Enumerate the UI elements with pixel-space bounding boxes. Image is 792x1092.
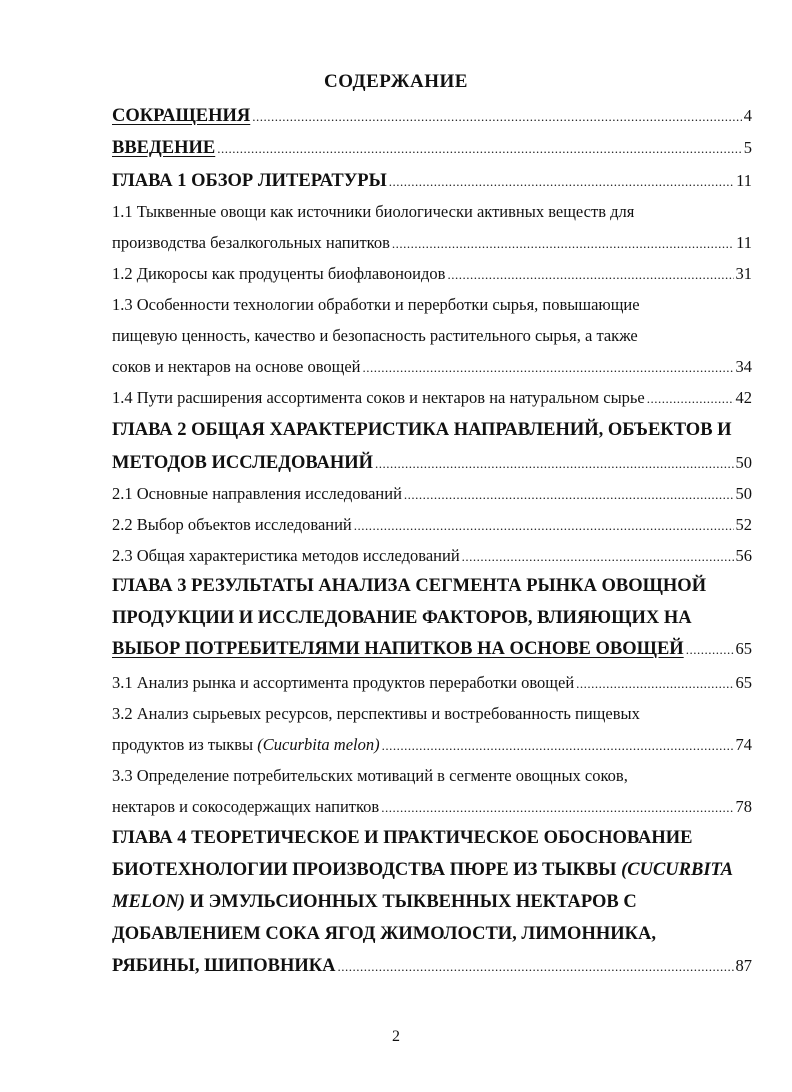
entry-page: 78 — [735, 797, 752, 816]
entry-title: 1.4 Пути расширения ассортимента соков и нектаров на натуральном сырье — [112, 388, 645, 407]
entry-page: 50 — [735, 453, 752, 472]
latin-name: (Cucurbita melon) — [257, 735, 380, 754]
entry-page: 87 — [735, 956, 752, 975]
dot-leader — [338, 955, 734, 979]
dot-leader — [381, 796, 733, 820]
entry-title: 3.1 Анализ рынка и ассортимента продуктов переработки овощей — [112, 673, 575, 692]
dot-leader — [217, 137, 742, 161]
toc-entry-chapter-3-line-2: ПРОДУКЦИИ И ИССЛЕДОВАНИЕ ФАКТОРОВ, ВЛИЯЮЩИХ НА — [112, 608, 692, 628]
entry-title: 2.3 Общая характеристика методов исследований — [112, 546, 460, 565]
entry-title: МЕТОДОВ ИССЛЕДОВАНИЙ — [112, 453, 374, 473]
dot-leader — [576, 672, 733, 696]
dot-leader — [686, 638, 734, 662]
entry-page: 65 — [735, 673, 752, 692]
toc-entry-chapter-3-line-1: ГЛАВА 3 РЕЗУЛЬТАТЫ АНАЛИЗА СЕГМЕНТА РЫНКА ОВОЩНОЙ — [112, 576, 707, 596]
toc-entry-introduction[interactable] — [112, 136, 752, 160]
toc-entry-3-1[interactable] — [112, 671, 752, 695]
toc-title: СОДЕРЖАНИЕ — [324, 71, 468, 92]
toc-entry-3-2[interactable] — [112, 733, 752, 757]
toc-entry-chapter-1[interactable] — [112, 169, 752, 193]
toc-entry-2-1[interactable] — [112, 482, 752, 506]
entry-page: 74 — [735, 735, 752, 754]
entry-title-part: продуктов из тыквы — [112, 735, 258, 754]
dot-leader — [447, 263, 733, 287]
dot-leader — [354, 514, 734, 538]
line-part: И ЭМУЛЬСИОННЫХ ТЫКВЕННЫХ НЕКТАРОВ С — [184, 892, 637, 912]
entry-page: 42 — [735, 388, 752, 407]
entry-title — [112, 733, 380, 757]
toc-entry-3-2-line-1: 3.2 Анализ сырьевых ресурсов, перспективы и востребованность пищевых — [112, 704, 640, 723]
toc-entry-2-2[interactable] — [112, 513, 752, 537]
entry-page: 11 — [736, 233, 752, 252]
toc-entry-chapter-4-line-1: ГЛАВА 4 ТЕОРЕТИЧЕСКОЕ И ПРАКТИЧЕСКОЕ ОБОСНОВАНИЕ — [112, 828, 693, 848]
toc-entry-1-3-line-1: 1.3 Особенности технологии обработки и перерботки сырья, повышающие — [112, 295, 640, 314]
entry-title: соков и нектаров на основе овощей — [112, 357, 361, 376]
toc-entry-chapter-4-line-3 — [112, 890, 752, 914]
latin-name: (CUCURBITA — [621, 860, 734, 880]
entry-title: нектаров и сокосодержащих напитков — [112, 797, 380, 816]
dot-leader — [389, 170, 734, 194]
dot-leader — [647, 387, 734, 411]
entry-title: 2.2 Выбор объектов исследований — [112, 515, 352, 534]
toc-entry-chapter-2-line-1: ГЛАВА 2 ОБЩАЯ ХАРАКТЕРИСТИКА НАПРАВЛЕНИЙ, ОБЪЕКТОВ И — [112, 420, 732, 440]
toc-entry-chapter-4-line-4: ДОБАВЛЕНИЕМ СОКА ЯГОД ЖИМОЛОСТИ, ЛИМОННИКА, — [112, 924, 657, 944]
entry-page: 50 — [735, 484, 752, 503]
latin-name: MELON) — [112, 892, 185, 912]
toc-entry-3-3[interactable] — [112, 795, 752, 819]
entry-page: 5 — [743, 138, 752, 157]
entry-title: 2.1 Основные направления исследований — [112, 484, 402, 503]
entry-page: 65 — [735, 639, 752, 658]
entry-title: ВВЕДЕНИЕ — [112, 138, 216, 158]
toc-entry-1-3-line-2: пищевую ценность, качество и безопасность растительного сырья, а также — [112, 326, 638, 345]
toc-entry-abbreviations[interactable] — [112, 104, 752, 128]
toc-entry-chapter-2[interactable] — [112, 451, 752, 475]
dot-leader — [375, 452, 733, 476]
toc-entry-chapter-3[interactable] — [112, 637, 752, 661]
entry-title: 1.2 Дикоросы как продуценты биофлавоноидов — [112, 264, 446, 283]
toc-entry-3-3-line-1: 3.3 Определение потребительских мотиваций в сегменте овощных соков, — [112, 766, 628, 785]
entry-title: РЯБИНЫ, ШИПОВНИКА — [112, 956, 336, 976]
toc-entry-1-1-line-1: 1.1 Тыквенные овощи как источники биологически активных веществ для — [112, 202, 635, 221]
page-number: 2 — [392, 1028, 400, 1045]
entry-title: СОКРАЩЕНИЯ — [112, 106, 251, 126]
toc-entry-1-3[interactable] — [112, 355, 752, 379]
toc-entry-chapter-4[interactable] — [112, 954, 752, 978]
dot-leader — [382, 734, 734, 758]
entry-title: ВЫБОР ПОТРЕБИТЕЛЯМИ НАПИТКОВ НА ОСНОВЕ ОВОЩЕЙ — [112, 639, 684, 659]
dot-leader — [404, 483, 734, 507]
dot-leader — [392, 232, 734, 256]
line-part: БИОТЕХНОЛОГИИ ПРОИЗВОДСТВА ПЮРЕ ИЗ ТЫКВЫ — [112, 860, 622, 880]
entry-title: ГЛАВА 1 ОБЗОР ЛИТЕРАТУРЫ — [112, 171, 387, 191]
toc-entry-1-4[interactable] — [112, 386, 752, 410]
entry-page: 31 — [735, 264, 752, 283]
entry-title: производства безалкогольных напитков — [112, 233, 390, 252]
entry-page: 52 — [735, 515, 752, 534]
entry-page: 11 — [736, 171, 752, 190]
entry-page: 56 — [735, 546, 752, 565]
entry-page: 4 — [743, 106, 752, 125]
entry-page: 34 — [735, 357, 752, 376]
toc-entry-1-2[interactable] — [112, 262, 752, 286]
dot-leader — [363, 356, 734, 380]
dot-leader — [252, 105, 741, 129]
toc-entry-chapter-4-line-2 — [112, 858, 752, 882]
toc-entry-2-3[interactable] — [112, 544, 752, 568]
dot-leader — [462, 545, 734, 569]
toc-entry-1-1[interactable] — [112, 231, 752, 255]
